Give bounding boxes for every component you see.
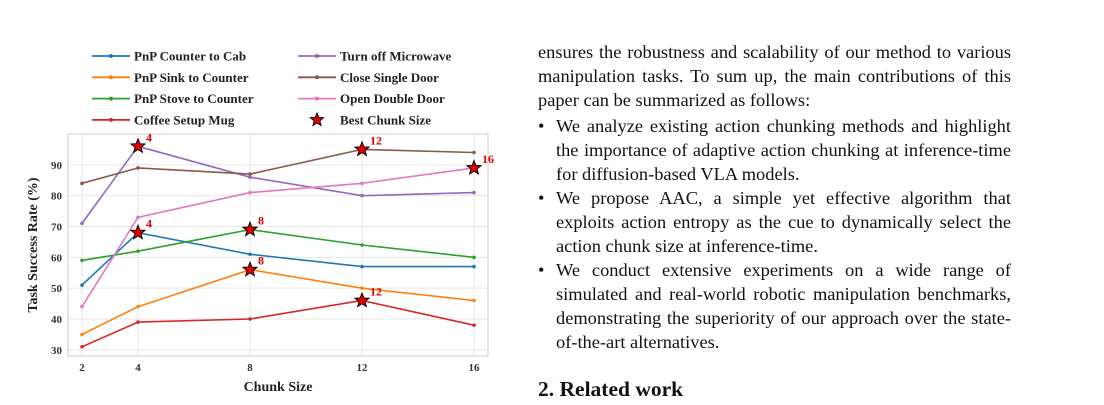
- contributions-list: [538, 114, 1011, 354]
- legend-label: PnP Stove to Counter: [134, 91, 254, 107]
- y-tick-labels: [51, 160, 63, 357]
- legend-marker: [109, 54, 113, 58]
- data-point: [472, 151, 476, 155]
- data-point: [80, 182, 84, 186]
- legend-label: Open Double Door: [340, 91, 445, 107]
- data-point: [472, 323, 476, 327]
- best-chunk-label: 4: [146, 216, 152, 231]
- legend-marker: [109, 75, 113, 79]
- best-chunk-label: 8: [258, 213, 264, 228]
- chunk-size-chart: [0, 0, 510, 405]
- data-point: [248, 317, 252, 321]
- best-chunk-label: 12: [370, 284, 382, 299]
- legend-marker: [315, 75, 319, 79]
- data-point: [248, 252, 252, 256]
- data-point: [472, 256, 476, 260]
- series-lines: [80, 145, 476, 349]
- data-point: [136, 249, 140, 253]
- data-point: [472, 265, 476, 269]
- y-tick-label: 60: [51, 252, 62, 265]
- x-tick-label: 12: [356, 362, 368, 374]
- data-point: [248, 175, 252, 179]
- data-point: [248, 172, 252, 176]
- contribution-text: We propose AAC, a simple yet effective algorithm that exploits action entropy as the cue to dynamically select the action chunk size at inference-time.: [556, 188, 1011, 256]
- data-point: [360, 194, 364, 198]
- chart-legend: [92, 49, 451, 128]
- data-point: [472, 299, 476, 303]
- legend-label: Close Single Door: [340, 69, 439, 85]
- data-point: [360, 265, 364, 269]
- contribution-item: [538, 114, 1011, 186]
- x-tick-label: 16: [468, 362, 480, 374]
- data-point: [80, 345, 84, 349]
- legend-marker: [315, 97, 319, 101]
- data-point: [80, 259, 84, 263]
- bullet-icon: •: [538, 116, 545, 136]
- series-line: [82, 301, 474, 347]
- legend-marker: [315, 54, 319, 58]
- data-point: [472, 191, 476, 195]
- series-line: [82, 270, 474, 335]
- best-chunk-label: 16: [482, 151, 494, 166]
- data-point: [136, 305, 140, 309]
- legend-label: PnP Counter to Cab: [134, 48, 247, 64]
- legend-marker: [109, 97, 113, 101]
- x-tick-label: 2: [79, 362, 85, 374]
- series-line: [82, 146, 474, 223]
- best-chunk-label: 12: [370, 133, 382, 148]
- y-tick-label: 80: [51, 190, 62, 203]
- data-point: [360, 182, 364, 186]
- y-tick-label: 70: [51, 221, 62, 234]
- best-chunk-label: 4: [146, 130, 152, 145]
- data-point: [136, 215, 140, 219]
- contribution-item: [538, 186, 1011, 258]
- intro-paragraph: ensures the robustness and scalability of our method to various manipulation tasks. To sum up, the main contributions of this paper can be summarized as follows:: [538, 42, 1011, 110]
- legend-label: Turn off Microwave: [340, 48, 452, 64]
- legend-star-icon: [310, 113, 323, 126]
- y-tick-label: 50: [51, 283, 62, 296]
- contribution-item: [538, 258, 1011, 354]
- data-point: [80, 305, 84, 309]
- data-point: [136, 166, 140, 170]
- legend-label: Best Chunk Size: [340, 112, 432, 128]
- data-point: [80, 333, 84, 337]
- legend-label: PnP Sink to Counter: [134, 69, 249, 85]
- contribution-text: We analyze existing action chunking methods and highlight the importance of adaptive action chunking at inference-time for diffusion-based VLA models.: [556, 116, 1011, 184]
- data-point: [136, 320, 140, 324]
- x-tick-label: 8: [247, 362, 253, 374]
- series-line: [82, 149, 474, 183]
- x-tick-label: 4: [135, 362, 141, 374]
- contribution-text: We conduct extensive experiments on a wide range of simulated and real-world robotic manipulation benchmarks, demonstrating the superiority of our approach over the state-of-the-art alternatives.: [556, 260, 1011, 352]
- section-heading: 2. Related work: [538, 377, 684, 401]
- bullet-icon: •: [538, 188, 545, 208]
- best-chunk-label: 8: [258, 253, 264, 268]
- series-line: [82, 233, 474, 285]
- legend-marker: [109, 118, 113, 122]
- data-point: [80, 283, 84, 287]
- bullet-icon: •: [538, 260, 545, 280]
- data-point: [360, 286, 364, 290]
- data-point: [80, 222, 84, 226]
- x-axis-label: Chunk Size: [243, 380, 313, 395]
- data-point: [360, 243, 364, 247]
- y-tick-label: 40: [51, 314, 62, 326]
- x-tick-labels: [79, 362, 480, 374]
- y-tick-label: 30: [51, 344, 62, 357]
- data-point: [248, 191, 252, 195]
- legend-label: Coffee Setup Mug: [134, 112, 235, 128]
- y-tick-label: 90: [51, 159, 62, 172]
- y-axis-label: Task Success Rate (%): [26, 177, 41, 313]
- paper-text-column: [538, 40, 1011, 402]
